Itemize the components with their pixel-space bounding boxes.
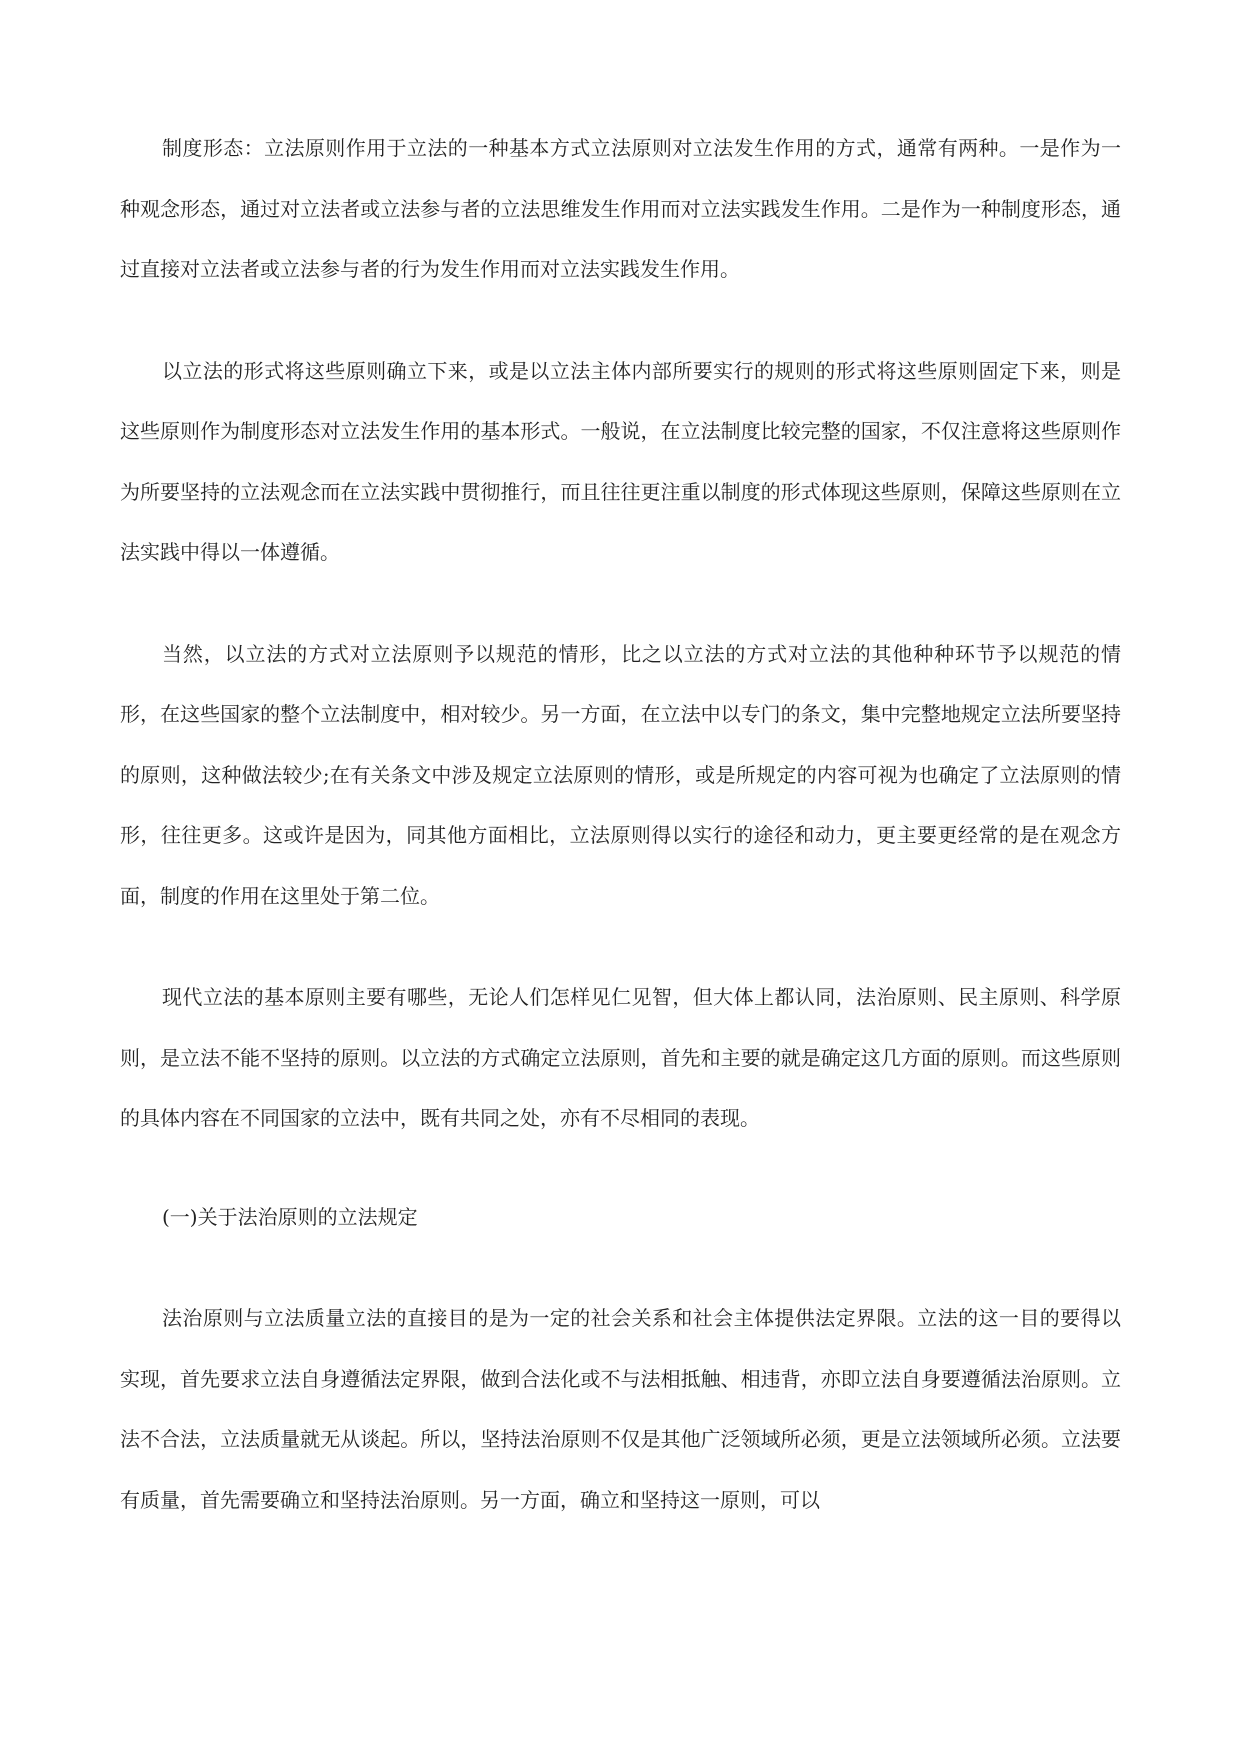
- paragraph-rule-of-law-quality: 法治原则与立法质量立法的直接目的是为一定的社会关系和社会主体提供法定界限。立法的这一目的要得以实现，首先要求立法自身遵循法定界限，做到合法化或不与法相抵触、相违背，亦即立法自身要遵循法治原则。立法不合法，立法质量就无从谈起。所以，坚持法治原则不仅是其他广泛领域所必须，更是立法领域所必须。立法要有质量，首先需要确立和坚持法治原则。另一方面，确立和坚持这一原则，可以: [120, 1306, 1121, 1512]
- paragraph-basic-principles: 现代立法的基本原则主要有哪些，无论人们怎样见仁见智，但大体上都认同，法治原则、民主原则、科学原则，是立法不能不坚持的原则。以立法的方式确定立法原则，首先和主要的就是确定这几方面的原则。而这些原则的具体内容在不同国家的立法中，既有共同之处，亦有不尽相同的表现。: [120, 985, 1121, 1130]
- paragraph-legislative-form: 以立法的形式将这些原则确立下来，或是以立法主体内部所要实行的规则的形式将这些原则固定下来，则是这些原则作为制度形态对立法发生作用的基本形式。一般说，在立法制度比较完整的国家，不仅注意将这些原则作为所要坚持的立法观念而在立法实践中贯彻推行，而且往往更注重以制度的形式体现这些原则，保障这些原则在立法实践中得以一体遵循。: [120, 358, 1121, 564]
- document-page: [120, 118, 1121, 1530]
- paragraph-institutional-form: 制度形态：立法原则作用于立法的一种基本方式立法原则对立法发生作用的方式，通常有两种。一是作为一种观念形态，通过对立法者或立法参与者的立法思维发生作用而对立法实践发生作用。二是作为一种制度形态，通过直接对立法者或立法参与者的行为发生作用而对立法实践发生作用。: [120, 136, 1121, 281]
- paragraph-normative-situations: 当然，以立法的方式对立法原则予以规范的情形，比之以立法的方式对立法的其他种种环节予以规范的情形，在这些国家的整个立法制度中，相对较少。另一方面，在立法中以专门的条文，集中完整地规定立法所要坚持的原则，这种做法较少;在有关条文中涉及规定立法原则的情形，或是所规定的内容可视为也确定了立法原则的情形，往往更多。这或许是因为，同其他方面相比，立法原则得以实行的途径和动力，更主要更经常的是在观念方面，制度的作用在这里处于第二位。: [120, 641, 1121, 908]
- section-heading-rule-of-law: (一)关于法治原则的立法规定: [162, 1204, 418, 1229]
